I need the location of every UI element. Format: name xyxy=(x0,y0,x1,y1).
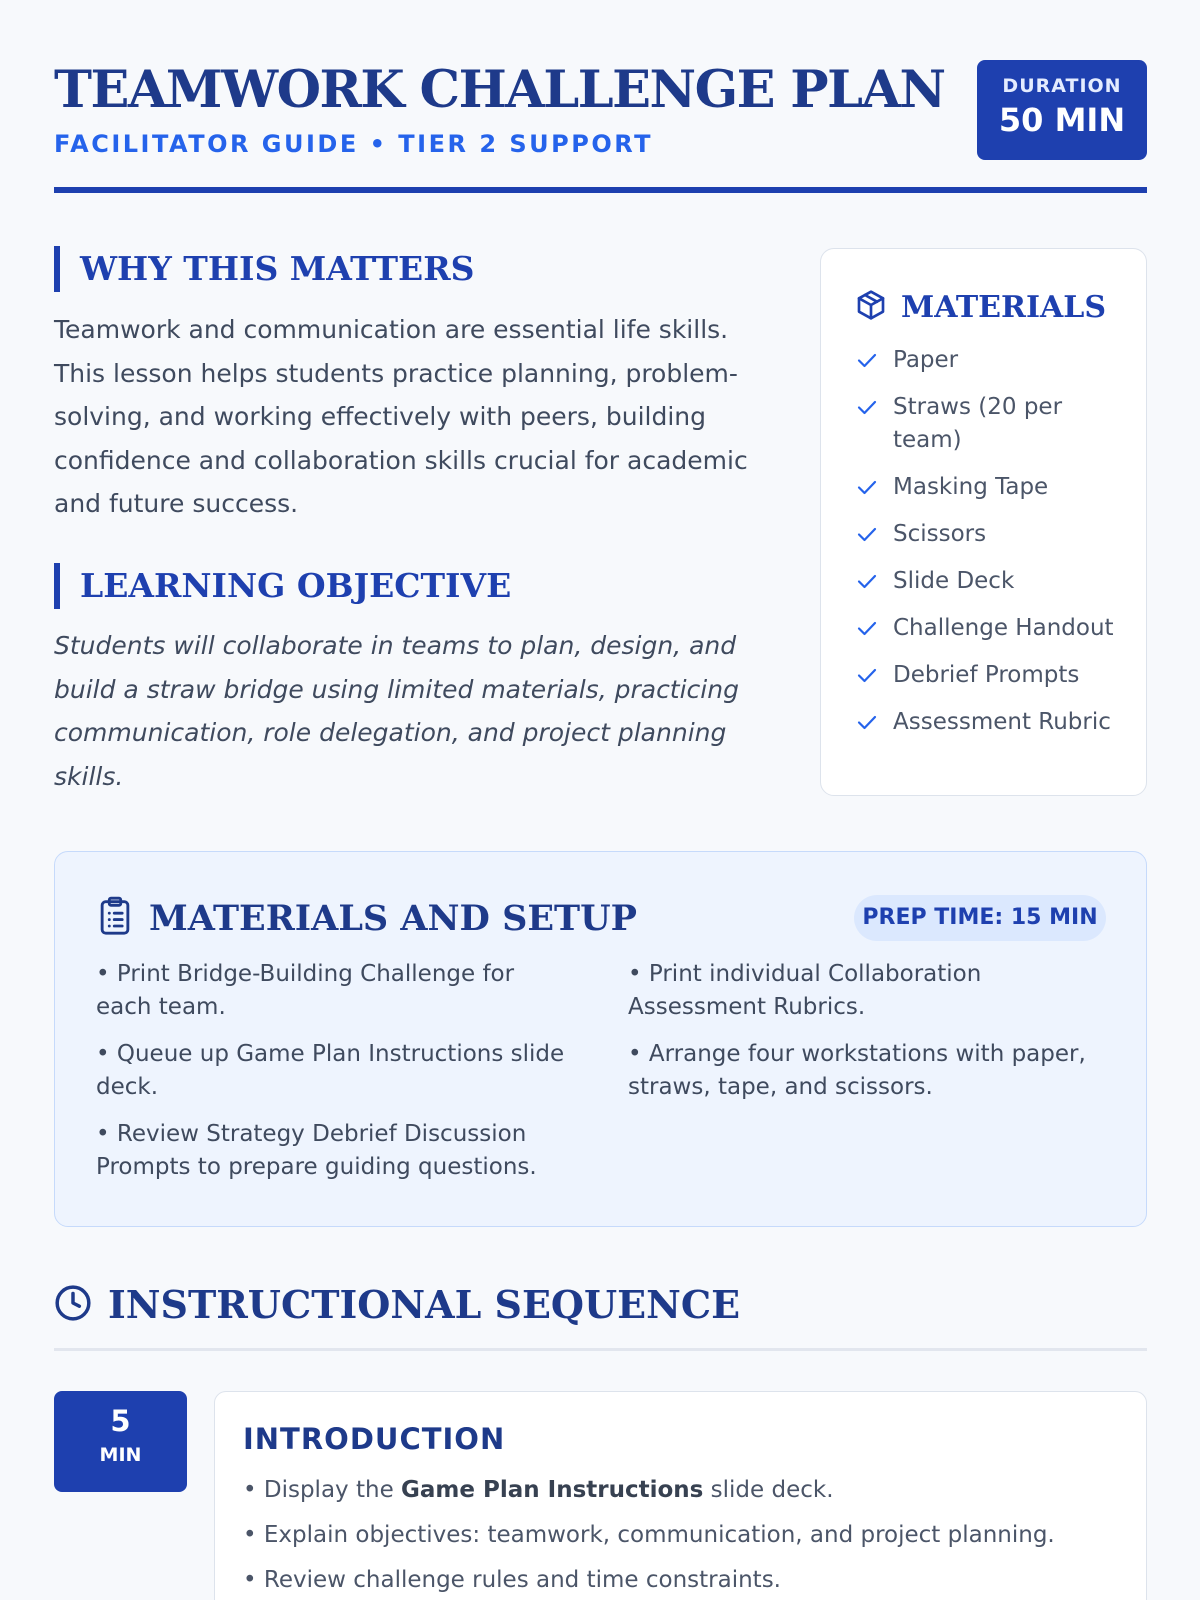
step-time-unit: MIN xyxy=(99,1444,142,1466)
step-item-text: slide deck. xyxy=(703,1477,834,1503)
check-icon xyxy=(855,395,879,419)
setup-list-right xyxy=(628,958,1108,1118)
step-time-value: 5 xyxy=(110,1404,131,1438)
check-icon xyxy=(855,475,879,499)
list-item: • Review challenge rules and time constraints. xyxy=(243,1567,781,1593)
list-item xyxy=(855,471,1125,504)
check-icon xyxy=(855,710,879,734)
list-item: • Print individual Collaboration Assessment Rubrics. xyxy=(628,961,982,1020)
step-card xyxy=(214,1391,1147,1600)
list-item: • Queue up Game Plan Instructions slide deck. xyxy=(96,1041,565,1100)
setup-panel xyxy=(54,851,1147,1227)
list-item: • Print Bridge-Building Challenge for each team. xyxy=(96,961,515,1020)
step-item-text: • Display the xyxy=(243,1477,402,1503)
clock-icon xyxy=(54,1284,92,1326)
materials-item-label: Scissors xyxy=(893,521,987,547)
materials-item-label: Slide Deck xyxy=(893,568,1015,594)
duration-badge xyxy=(977,60,1147,160)
materials-title: MATERIALS xyxy=(901,289,1107,325)
materials-item-label: Masking Tape xyxy=(893,474,1049,500)
list-item: • Explain objectives: teamwork, communication, and project planning. xyxy=(243,1522,1055,1548)
materials-list xyxy=(855,344,1125,753)
sequence-header xyxy=(54,1282,740,1327)
list-item xyxy=(855,659,1125,692)
check-icon xyxy=(855,663,879,687)
list-item xyxy=(855,706,1125,739)
list-item: • Review Strategy Debrief Discussion Prompts to prepare guiding questions. xyxy=(96,1121,537,1180)
duration-value: 50 MIN xyxy=(998,101,1126,139)
sequence-divider xyxy=(54,1348,1147,1351)
check-icon xyxy=(855,569,879,593)
why-heading: WHY THIS MATTERS xyxy=(54,246,474,292)
list-item xyxy=(855,565,1125,598)
page-title: TEAMWORK CHALLENGE PLAN xyxy=(54,60,945,120)
step-title: INTRODUCTION xyxy=(243,1422,506,1456)
list-item xyxy=(855,518,1125,551)
step-time-badge xyxy=(54,1391,187,1492)
sequence-title: INSTRUCTIONAL SEQUENCE xyxy=(108,1282,741,1327)
list-item xyxy=(855,612,1125,645)
header-divider xyxy=(54,187,1147,193)
materials-item-label: Paper xyxy=(893,347,959,373)
objective-heading: LEARNING OBJECTIVE xyxy=(54,563,511,609)
setup-list-left xyxy=(96,958,576,1198)
materials-item-label: Straws (20 per team) xyxy=(893,394,1063,453)
setup-header xyxy=(97,896,637,940)
list-item xyxy=(855,344,1125,377)
step-item-emphasis: Game Plan Instructions xyxy=(401,1477,704,1503)
list-item xyxy=(243,1474,1123,1507)
step-list xyxy=(243,1474,1123,1600)
duration-label: DURATION xyxy=(1002,75,1122,97)
page-header xyxy=(54,55,1147,195)
materials-card xyxy=(820,248,1147,796)
check-icon xyxy=(855,522,879,546)
materials-item-label: Assessment Rubric xyxy=(893,709,1111,735)
why-body: Teamwork and communication are essential life skills. This lesson helps students practice planning, problem-solving, and working effectively with peers, building confidence and collaboration skills crucial for academic and future success. xyxy=(54,315,748,518)
list-item xyxy=(855,391,1125,457)
clipboard-icon xyxy=(97,896,133,940)
page-subtitle: FACILITATOR GUIDE • TIER 2 SUPPORT xyxy=(54,130,654,158)
check-icon xyxy=(855,348,879,372)
prep-time-badge: PREP TIME: 15 MIN xyxy=(854,895,1106,941)
materials-item-label: Challenge Handout xyxy=(893,615,1114,641)
box-icon xyxy=(855,289,887,325)
materials-item-label: Debrief Prompts xyxy=(893,662,1080,688)
setup-title: MATERIALS AND SETUP xyxy=(149,897,637,939)
check-icon xyxy=(855,616,879,640)
list-item: • Arrange four workstations with paper, straws, tape, and scissors. xyxy=(628,1041,1086,1100)
objective-body: Students will collaborate in teams to plan, design, and build a straw bridge using limited materials, practicing communication, role delegation, and project planning skills. xyxy=(54,631,739,791)
materials-header xyxy=(855,289,1106,325)
